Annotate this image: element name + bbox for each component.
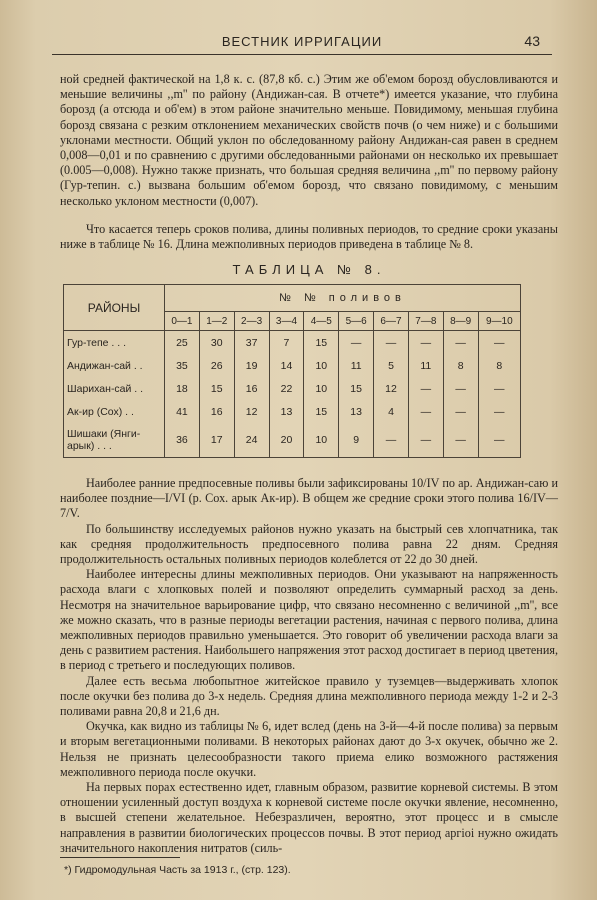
column-header: 0—1 <box>165 312 200 331</box>
table-cell: 8 <box>478 354 520 377</box>
row-label: Шарихан-сай . . <box>64 377 165 400</box>
row-label: Шишаки (Янги-арык) . . . <box>64 423 165 458</box>
table-cell: 41 <box>165 400 200 423</box>
table-cell: 17 <box>199 423 234 458</box>
page-number: 43 <box>524 33 540 49</box>
table-caption: ТАБЛИЦА № 8. <box>232 262 386 277</box>
table-cell: 13 <box>339 400 374 423</box>
column-header: 5—6 <box>339 312 374 331</box>
table-cell: 12 <box>374 377 409 400</box>
table-cell: — <box>443 377 478 400</box>
table-cell: 10 <box>304 354 339 377</box>
column-header: 9—10 <box>478 312 520 331</box>
row-label: Гур-тепе . . . <box>64 331 165 355</box>
table-cell: 7 <box>269 331 304 355</box>
table-cell: — <box>408 400 443 423</box>
table-cell: — <box>408 423 443 458</box>
table-cell: 4 <box>374 400 409 423</box>
table-cell: — <box>374 331 409 355</box>
row-label: Ак-ир (Сох) . . <box>64 400 165 423</box>
text-block-mid <box>60 222 558 252</box>
row-label: Андижан-сай . . <box>64 354 165 377</box>
table-cell: — <box>339 331 374 355</box>
column-header: 6—7 <box>374 312 409 331</box>
table-row <box>64 377 521 400</box>
running-header <box>52 30 552 55</box>
column-header: 8—9 <box>443 312 478 331</box>
table-cell: 20 <box>269 423 304 458</box>
table-cell: — <box>408 377 443 400</box>
table-cell: 10 <box>304 423 339 458</box>
table-cell: — <box>443 400 478 423</box>
data-table <box>63 284 521 458</box>
text-block-top <box>60 72 558 209</box>
column-header: 3—4 <box>269 312 304 331</box>
table-cell: 16 <box>199 400 234 423</box>
table-row <box>64 400 521 423</box>
table-row <box>64 354 521 377</box>
table-cell: — <box>478 377 520 400</box>
table-cell: — <box>478 331 520 355</box>
table-cell: — <box>408 331 443 355</box>
table-row <box>64 423 521 458</box>
table-cell: 10 <box>304 377 339 400</box>
table-cell: 24 <box>234 423 269 458</box>
table-cell: 25 <box>165 331 200 355</box>
text-block-bottom <box>60 476 558 856</box>
table-cell: — <box>374 423 409 458</box>
paragraph: Далее есть весьма любопытное житейское правило у туземцев—выдерживать хлопок после окучки без полива до 3-х недель. Средняя длина межполивного периода между 1-2 и 2-3 поливами равна 20,8 и 21,6 дн. <box>60 673 558 719</box>
table-cell: 30 <box>199 331 234 355</box>
table-cell: — <box>478 400 520 423</box>
table-cell: 26 <box>199 354 234 377</box>
table-cell: 12 <box>234 400 269 423</box>
paragraph: Окучка, как видно из таблицы № 6, идет вслед (день на 3-й—4-й после полива) за первым и вторым вегетационными поливами. В некоторых районах дают до 3-х окучек, обычно же 2. Нельзя не признать целесообразности такого приема елико возможного растяжения межполивного периода после окучки. <box>60 719 558 779</box>
table-cell: 18 <box>165 377 200 400</box>
table-row <box>64 331 521 355</box>
table-cell: 9 <box>339 423 374 458</box>
column-header: 2—3 <box>234 312 269 331</box>
table-cell: 22 <box>269 377 304 400</box>
table-cell: — <box>443 331 478 355</box>
table-cell: 14 <box>269 354 304 377</box>
table-cell: 11 <box>339 354 374 377</box>
table-cell: 16 <box>234 377 269 400</box>
table-cell: 11 <box>408 354 443 377</box>
table-cell: 15 <box>304 400 339 423</box>
table-cell: 35 <box>165 354 200 377</box>
table-cell: 8 <box>443 354 478 377</box>
table-cell: 13 <box>269 400 304 423</box>
table-cell: 19 <box>234 354 269 377</box>
paragraph: Наиболее ранние предпосевные поливы были зафиксированы 10/IV по ар. Андижан-саю и наиболее поздние—I/VI (р. Сох. арык Ак-ир). В общем же средние сроки этого полива 16/IV—7/V. <box>60 476 558 521</box>
column-header: 1—2 <box>199 312 234 331</box>
table-cell: 15 <box>304 331 339 355</box>
table-cell: 5 <box>374 354 409 377</box>
footnote-rule <box>60 857 180 858</box>
paragraph: По большинству исследуемых районов нужно указать на быстрый сев хлопчатника, так как средняя продолжительность предпосевного полива равна 22 дням. Средняя продолжительность остальных поливных периодов колеблется от 22 до 30 дней. <box>60 521 558 567</box>
table-cell: — <box>478 423 520 458</box>
table-cell: — <box>443 423 478 458</box>
paragraph: Наиболее интересны длины межполивных периодов. Они указывают на напряженность расхода влаги с хлопковых полей и позволяют определить суммарный расход за день. Несмотря на значительное варьирование цифр, что связано несомненно с величиной ,,m'', все же можно сказать, что в разные периоды вегетации растения, начиная с первого полива, длина межполивных периодов правильно уменьшается. Это говорит об увеличении расхода влаги за день с развитием растения. Наибольшего напряжения этот расход достигает в период цветения, в период с третьего и последующих поливов. <box>60 567 558 673</box>
footnote: *) Гидромодульная Часть за 1913 г., (стр. 123). <box>64 864 291 876</box>
table-cell: 36 <box>165 423 200 458</box>
table-cell: 37 <box>234 331 269 355</box>
journal-title: ВЕСТНИК ИРРИГАЦИИ <box>221 34 383 49</box>
row-header: РАЙОНЫ <box>64 285 165 331</box>
table-cell: 15 <box>339 377 374 400</box>
paragraph: ной средней фактической на 1,8 к. с. (87,8 кб. с.) Этим же об'емом борозд обусловливаются и меньшие величины ,,m'' по району (Андижан-сая. В отчете*) имеется указание, что глубина борозд (а отсюда и об'ем) в этом районе значительно меньше. Повидимому, меньшая глубина борозд связана с резким отклонением механических свойств почв (о чем ниже) и с большими уклонами местности. Общий уклон по обследованному району Андижан-сая равен в среднем 0,008—0,01 и по сравнению с другими обследованными районами он несколько их превышает (0.005—0,008). Нужно также признать, что большая средняя величина ,,m'' по первому району (Гур-тепин. с.) вызвана большим об'емом борозд, что связано повидимому, с меньшим несколько уклоном местности (0,007). <box>60 72 558 208</box>
table-cell: 15 <box>199 377 234 400</box>
paragraph: Что касается теперь сроков полива, длины поливных периодов, то средние сроки указаны ниже в таблице № 16. Длина межполивных периодов приведена в таблице № 8. <box>60 222 558 252</box>
group-header: № № поливов <box>165 285 521 312</box>
column-header: 7—8 <box>408 312 443 331</box>
paragraph: На первых порах естественно идет, главным образом, развитие корневой системы. В этом отношении усиленный доступ воздуха к корневой системе после окучки явление, несомненно, в высшей степени желательное. Небезразличен, вероятно, этот процесс и в смысле направления в развитии биологических процессов почвы. В этот период аргіоі нужно ожидать значительного накопления нитратов (силь- <box>60 780 558 855</box>
column-header: 4—5 <box>304 312 339 331</box>
